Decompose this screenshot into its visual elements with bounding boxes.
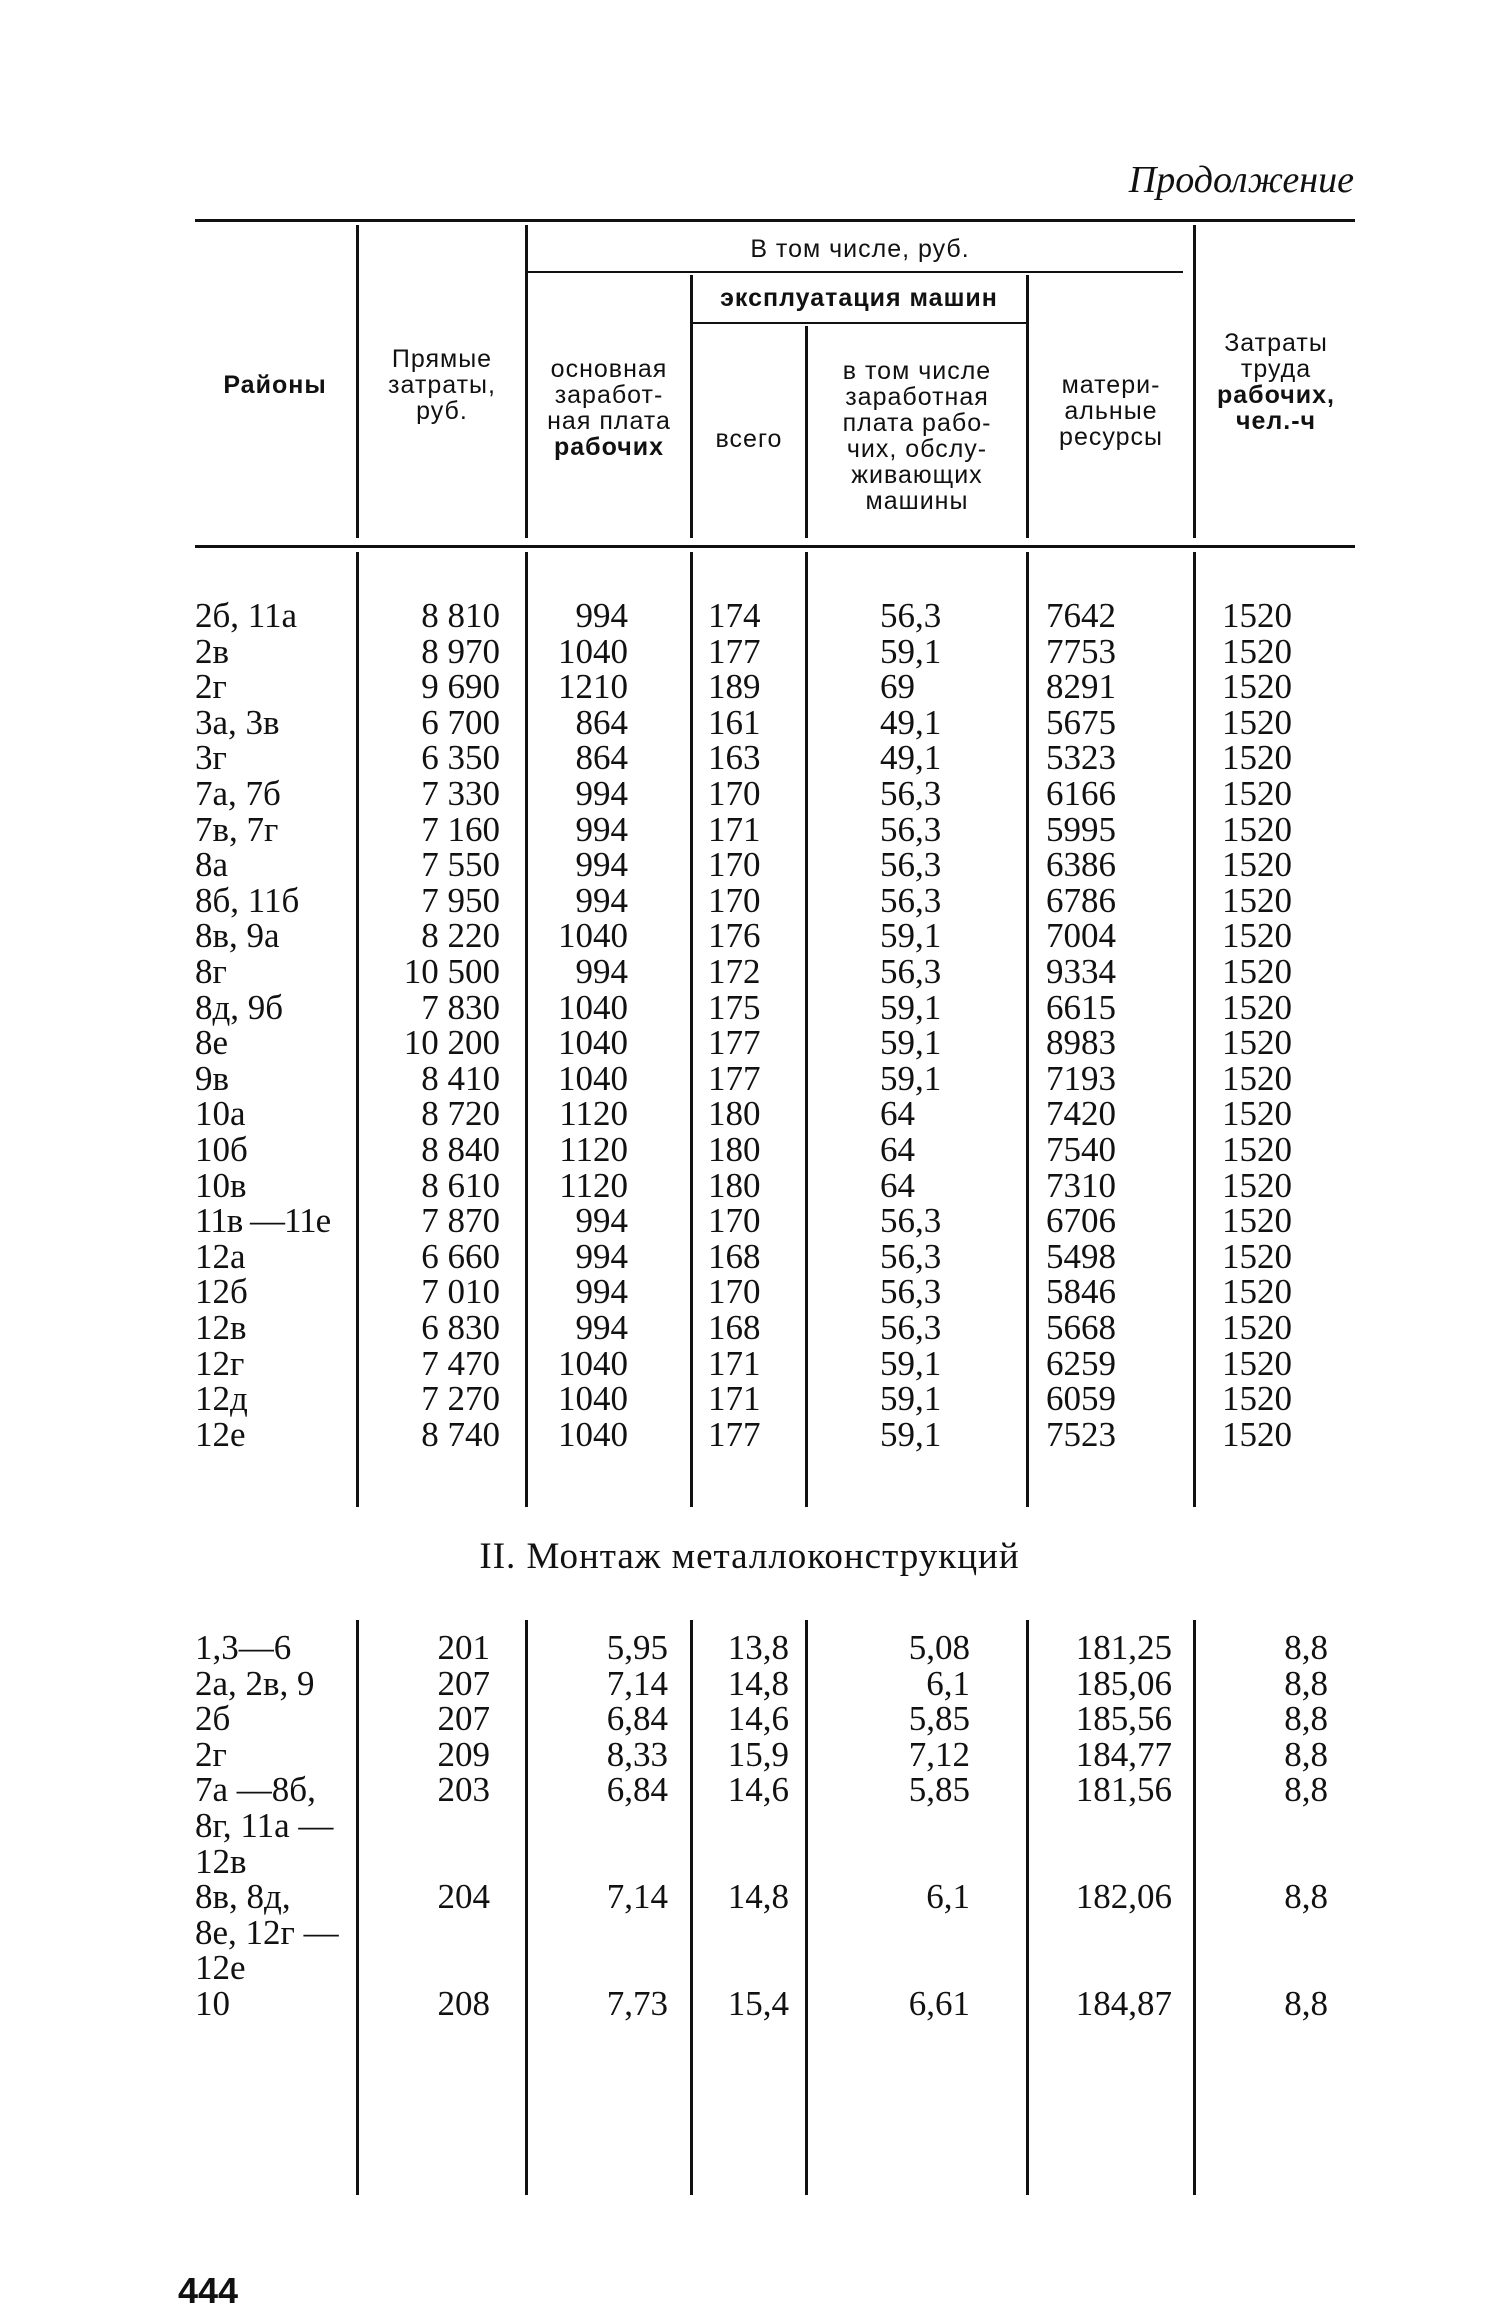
table-cell: 1040 <box>558 987 628 1027</box>
table-row <box>0 1986 1499 2022</box>
table-cell: 189 <box>708 667 761 707</box>
table-cell: 994 <box>575 809 628 849</box>
table-cell: 7420 <box>1046 1094 1116 1134</box>
table-cell: 1520 <box>1222 1201 1292 1241</box>
table-cell: 8,8 <box>1284 1663 1328 1703</box>
table-row <box>0 598 1499 634</box>
district-cell: 8е, 12г — <box>195 1912 339 1952</box>
table-cell: 12а <box>195 1236 246 1276</box>
header-line: заработная <box>845 383 989 411</box>
table-cell: 6,84 <box>606 1699 668 1739</box>
table-row <box>0 740 1499 776</box>
table-cell: 7 950 <box>421 880 500 920</box>
table-cell: 8г <box>195 952 227 991</box>
table-cell: 5,85 <box>908 1699 970 1739</box>
table-cell: 168 <box>708 1236 761 1276</box>
table-cell: 1040 <box>558 1023 628 1063</box>
table-cell: 8,33 <box>606 1734 668 1774</box>
table-row <box>0 1058 1499 1098</box>
table-row <box>0 1310 1499 1346</box>
table-row <box>0 1772 1499 1879</box>
table-row <box>0 918 1499 954</box>
table-cell: 171 <box>708 1379 761 1419</box>
table-cell: 8,8 <box>1284 1699 1328 1739</box>
header-line: чих, обслу- <box>846 435 988 463</box>
header-line: плата рабо- <box>842 409 992 437</box>
table-cell: 994 <box>575 952 628 991</box>
table-row <box>0 776 1499 812</box>
header-line: Прямые <box>391 345 493 373</box>
table-cell: 1520 <box>1222 1414 1292 1454</box>
table-cell: 3а, 3в <box>195 702 280 742</box>
table-cell: 1520 <box>1222 952 1292 991</box>
table-cell: 56,3 <box>880 1308 942 1347</box>
table-cell: 8 720 <box>421 1094 500 1134</box>
table-cell: 1040 <box>558 1379 628 1419</box>
table-cell: 2в <box>195 631 230 671</box>
table-cell: 7 870 <box>421 1201 500 1241</box>
machine-rule <box>692 322 1026 324</box>
header-divider <box>690 275 693 538</box>
table-cell: 177 <box>708 631 761 671</box>
table-cell: 59,1 <box>880 1343 942 1383</box>
table-cell: 6059 <box>1046 1379 1116 1419</box>
table-cell: 7 160 <box>421 809 500 849</box>
table-cell: 6 700 <box>421 702 500 742</box>
table-cell: 207 <box>437 1699 490 1739</box>
table-cell: 59,1 <box>880 1023 942 1063</box>
table-cell: 7642 <box>1046 596 1116 635</box>
table-cell: 1210 <box>558 667 628 707</box>
table-cell: 209 <box>437 1734 490 1774</box>
table-cell: 59,1 <box>880 631 942 671</box>
table-cell: 171 <box>708 1343 761 1383</box>
table-cell: 181,56 <box>1075 1770 1172 1810</box>
table-cell: 170 <box>708 1272 761 1312</box>
header-line: рабочих, <box>1217 381 1335 409</box>
table-cell: 1520 <box>1222 1058 1292 1098</box>
table-cell: 994 <box>575 845 628 885</box>
table-cell: 7523 <box>1046 1414 1116 1454</box>
table-cell: 59,1 <box>880 1058 942 1098</box>
table-cell: 7,12 <box>908 1734 970 1774</box>
table-cell: 185,56 <box>1075 1699 1172 1739</box>
table-cell: 1520 <box>1222 1308 1292 1347</box>
table-cell: 56,3 <box>880 596 942 635</box>
table-cell: 1520 <box>1222 702 1292 742</box>
table-cell: 1520 <box>1222 1272 1292 1312</box>
table-cell: 49,1 <box>880 738 942 778</box>
table-cell: 7 010 <box>421 1272 500 1312</box>
table-cell: 5675 <box>1046 702 1116 742</box>
header-line: затраты, <box>388 371 496 399</box>
table-cell: 12в <box>195 1308 247 1347</box>
table-cell: 6 660 <box>421 1236 500 1276</box>
table-cell: 13,8 <box>727 1628 789 1667</box>
district-cell: 12в <box>195 1841 247 1881</box>
header-bottom-rule <box>195 545 1355 548</box>
table-cell: 8 740 <box>421 1414 500 1454</box>
district-cell: 10 <box>195 1984 230 2023</box>
table-row <box>0 1165 1499 1205</box>
table-cell: 7004 <box>1046 916 1116 956</box>
table-cell: 175 <box>708 987 761 1027</box>
table-row <box>0 631 1499 671</box>
table-cell: 8 810 <box>421 596 500 635</box>
table-cell: 6 830 <box>421 1308 500 1347</box>
table-cell: 1520 <box>1222 987 1292 1027</box>
table-cell: 56,3 <box>880 809 942 849</box>
table-cell: 59,1 <box>880 1414 942 1454</box>
table-cell: 1520 <box>1222 667 1292 707</box>
table-cell: 8291 <box>1046 667 1116 707</box>
table-cell: 184,87 <box>1075 1984 1172 2023</box>
table-cell: 172 <box>708 952 761 991</box>
table-cell: 1040 <box>558 1414 628 1454</box>
table-cell: 6386 <box>1046 845 1116 885</box>
table-cell: 185,06 <box>1075 1663 1172 1703</box>
table-cell: 170 <box>708 774 761 813</box>
table-cell: 8 610 <box>421 1165 500 1205</box>
table-cell: 8,8 <box>1284 1877 1328 1917</box>
table-cell: 208 <box>437 1984 490 2023</box>
header-line: труда <box>1240 355 1312 383</box>
table-cell: 7193 <box>1046 1058 1116 1098</box>
district-cell: 1,3—6 <box>195 1628 292 1667</box>
table-cell: 6,1 <box>926 1663 970 1703</box>
table-cell: 181,25 <box>1075 1628 1172 1667</box>
table-cell: 10б <box>195 1130 248 1169</box>
header-line: ная плата <box>547 407 671 435</box>
table-cell: 204 <box>437 1877 490 1917</box>
table-cell: 7а, 7б <box>195 774 281 813</box>
table-cell: 14,8 <box>727 1663 789 1703</box>
table-cell: 1520 <box>1222 809 1292 849</box>
header-materials <box>1030 372 1192 450</box>
table-cell: 1520 <box>1222 1094 1292 1134</box>
table-cell: 5,85 <box>908 1770 970 1810</box>
district-cell: 12е <box>195 1948 246 1988</box>
table-cell: 203 <box>437 1770 490 1810</box>
header-line: живающих <box>851 461 983 489</box>
table-cell: 12г <box>195 1343 245 1383</box>
table-cell: 176 <box>708 916 761 956</box>
table-cell: 7310 <box>1046 1165 1116 1205</box>
table-row <box>0 1701 1499 1737</box>
table-row <box>0 1663 1499 1703</box>
district-cell: 8г, 11а — <box>195 1805 334 1845</box>
table-cell: 8 410 <box>421 1058 500 1098</box>
table-top-rule <box>195 219 1355 222</box>
table-cell: 11в —11е <box>195 1201 331 1241</box>
header-incl-wage <box>808 358 1026 514</box>
table-cell: 174 <box>708 596 761 635</box>
table-cell: 5498 <box>1046 1236 1116 1276</box>
table-cell: 1520 <box>1222 1236 1292 1276</box>
header-direct-costs <box>360 346 524 424</box>
table-cell: 12б <box>195 1272 248 1312</box>
table-cell: 5,95 <box>606 1628 668 1667</box>
table-cell: 64 <box>880 1165 915 1205</box>
table-cell: 1520 <box>1222 774 1292 813</box>
table-cell: 184,77 <box>1075 1734 1172 1774</box>
table-cell: 1040 <box>558 916 628 956</box>
table-cell: 7,73 <box>606 1984 668 2023</box>
table-cell: 1120 <box>559 1130 628 1169</box>
table-cell: 1520 <box>1222 596 1292 635</box>
table-cell: 180 <box>708 1094 761 1134</box>
table-cell: 864 <box>575 738 628 778</box>
table-cell: 8д, 9б <box>195 987 284 1027</box>
table-cell: 8а <box>195 845 229 885</box>
table-cell: 7 270 <box>421 1379 500 1419</box>
table-cell: 1520 <box>1222 1130 1292 1169</box>
table-row <box>0 1381 1499 1417</box>
header-line: машины <box>865 487 969 515</box>
table-cell: 3г <box>195 738 227 778</box>
table-cell: 7 550 <box>421 845 500 885</box>
table-row <box>0 1132 1499 1168</box>
table-cell: 59,1 <box>880 916 942 956</box>
header-basic-wage <box>528 356 690 460</box>
table-cell: 994 <box>575 880 628 920</box>
table-cell: 207 <box>437 1663 490 1703</box>
continuation-label: Продолжение <box>1128 159 1354 201</box>
table-cell: 180 <box>708 1165 761 1205</box>
table-cell: 994 <box>575 1236 628 1276</box>
table-cell: 56,3 <box>880 774 942 813</box>
table-cell: 6786 <box>1046 880 1116 920</box>
header-line: матери- <box>1061 371 1161 399</box>
table-cell: 7 330 <box>421 774 500 813</box>
header-line: чел.-ч <box>1235 407 1317 435</box>
table-cell: 1520 <box>1222 1343 1292 1383</box>
table-cell: 14,6 <box>727 1699 789 1739</box>
table-cell: 64 <box>880 1094 915 1134</box>
table-cell: 7,14 <box>606 1877 668 1917</box>
header-total: всего <box>715 425 783 453</box>
table-cell: 8983 <box>1046 1023 1116 1063</box>
district-cell: 7а —8б, <box>195 1770 316 1810</box>
table-cell: 14,6 <box>727 1770 789 1810</box>
table-cell: 1520 <box>1222 916 1292 956</box>
table-cell: 8 840 <box>421 1130 500 1169</box>
header-line: альные <box>1064 397 1158 425</box>
table-cell: 1520 <box>1222 845 1292 885</box>
table-cell: 8,8 <box>1284 1628 1328 1667</box>
table-cell: 7540 <box>1046 1130 1116 1169</box>
table-cell: 6166 <box>1046 774 1116 813</box>
table-cell: 182,06 <box>1075 1877 1172 1917</box>
table-cell: 5,08 <box>908 1628 970 1667</box>
table-cell: 12е <box>195 1414 246 1454</box>
table-cell: 56,3 <box>880 880 942 920</box>
table-row <box>0 1203 1499 1239</box>
table-cell: 6,1 <box>926 1877 970 1917</box>
table-cell: 2б, 11а <box>195 596 298 635</box>
district-cell: 2г <box>195 1734 227 1774</box>
table-row <box>0 669 1499 705</box>
table-cell: 59,1 <box>880 1379 942 1419</box>
header-line: в том числе <box>842 357 992 385</box>
table-cell: 8е <box>195 1023 229 1063</box>
table-cell: 180 <box>708 1130 761 1169</box>
table-cell: 56,3 <box>880 1201 942 1241</box>
table-row <box>0 1879 1499 1986</box>
table-cell: 864 <box>575 702 628 742</box>
table-cell: 14,8 <box>727 1877 789 1917</box>
table-cell: 8б, 11б <box>195 880 300 920</box>
table-cell: 177 <box>708 1414 761 1454</box>
including-rule <box>528 271 1183 273</box>
table-cell: 1520 <box>1222 1023 1292 1063</box>
table-row <box>0 809 1499 849</box>
table-cell: 7,14 <box>606 1663 668 1703</box>
table-cell: 1520 <box>1222 1379 1292 1419</box>
table-cell: 6259 <box>1046 1343 1116 1383</box>
table-row <box>0 1630 1499 1666</box>
table-cell: 1520 <box>1222 1165 1292 1205</box>
table-row <box>0 1025 1499 1061</box>
table-cell: 9334 <box>1046 952 1116 991</box>
table-cell: 7 470 <box>421 1343 500 1383</box>
table-cell: 170 <box>708 880 761 920</box>
district-cell: 2а, 2в, 9 <box>195 1663 315 1703</box>
table-row <box>0 954 1499 990</box>
table-cell: 8,8 <box>1284 1984 1328 2023</box>
table-cell: 1120 <box>559 1165 628 1205</box>
table-cell: 1120 <box>559 1094 628 1134</box>
header-divider <box>1026 275 1029 538</box>
table-cell: 994 <box>575 1272 628 1312</box>
table-row <box>0 987 1499 1027</box>
table-cell: 994 <box>575 1308 628 1347</box>
table-cell: 56,3 <box>880 845 942 885</box>
table-cell: 15,9 <box>727 1734 789 1774</box>
table-cell: 5846 <box>1046 1272 1116 1312</box>
table-cell: 1040 <box>558 1058 628 1098</box>
table-row <box>0 1734 1499 1774</box>
header-line: Затраты <box>1224 329 1328 357</box>
table-cell: 6 350 <box>421 738 500 778</box>
table-cell: 8,8 <box>1284 1770 1328 1810</box>
table-cell: 56,3 <box>880 1272 942 1312</box>
page-number: 444 <box>178 2270 239 2311</box>
table-row <box>0 1414 1499 1454</box>
table-cell: 163 <box>708 738 761 778</box>
table-cell: 56,3 <box>880 1236 942 1276</box>
table-cell: 56,3 <box>880 952 942 991</box>
table-cell: 177 <box>708 1058 761 1098</box>
header-machine-operation: эксплуатация машин <box>720 284 998 312</box>
table-row <box>0 1096 1499 1132</box>
table-cell: 5995 <box>1046 809 1116 849</box>
table-cell: 170 <box>708 845 761 885</box>
table-cell: 161 <box>708 702 761 742</box>
table-cell: 6,84 <box>606 1770 668 1810</box>
table-cell: 1520 <box>1222 738 1292 778</box>
table-cell: 201 <box>437 1628 490 1667</box>
table-cell: 69 <box>880 667 915 707</box>
table-cell: 49,1 <box>880 702 942 742</box>
table-cell: 59,1 <box>880 987 942 1027</box>
table-cell: 10 500 <box>403 952 500 991</box>
table-cell: 8 220 <box>421 916 500 956</box>
table-cell: 9в <box>195 1058 230 1098</box>
table-cell: 8,8 <box>1284 1734 1328 1774</box>
table-cell: 994 <box>575 1201 628 1241</box>
table-cell: 15,4 <box>727 1984 789 2023</box>
table-cell: 12д <box>195 1379 248 1419</box>
header-line: ресурсы <box>1059 423 1163 451</box>
table-row <box>0 1274 1499 1310</box>
table-cell: 7 830 <box>421 987 500 1027</box>
table-cell: 6706 <box>1046 1201 1116 1241</box>
table-row <box>0 702 1499 742</box>
header-line: руб. <box>416 397 468 425</box>
table-cell: 177 <box>708 1023 761 1063</box>
table-cell: 994 <box>575 596 628 635</box>
header-line: основная <box>550 355 668 383</box>
table-cell: 994 <box>575 774 628 813</box>
table-cell: 6615 <box>1046 987 1116 1027</box>
table-cell: 10в <box>195 1165 247 1205</box>
table-cell: 8в, 9а <box>195 916 280 956</box>
table-cell: 1040 <box>558 631 628 671</box>
table-cell: 1040 <box>558 1343 628 1383</box>
header-line: заработ- <box>554 381 664 409</box>
table-cell: 170 <box>708 1201 761 1241</box>
table-row <box>0 847 1499 883</box>
district-cell: 2б <box>195 1699 231 1739</box>
district-cell: 8в, 8д, <box>195 1877 291 1917</box>
table-cell: 5668 <box>1046 1308 1116 1347</box>
header-line: рабочих <box>553 433 665 461</box>
table-cell: 10а <box>195 1094 246 1134</box>
header-district: Районы <box>223 371 327 399</box>
table-cell: 7в, 7г <box>195 809 279 849</box>
table-row <box>0 1343 1499 1383</box>
table-cell: 5323 <box>1046 738 1116 778</box>
table-cell: 64 <box>880 1130 915 1169</box>
table-cell: 168 <box>708 1308 761 1347</box>
table-cell: 8 970 <box>421 631 500 671</box>
section-title: II. Монтаж металлоконструкций <box>479 1536 1020 1577</box>
table-row <box>0 880 1499 920</box>
table-cell: 171 <box>708 809 761 849</box>
table-cell: 6,61 <box>908 1984 970 2023</box>
header-including: В том числе, руб. <box>750 235 970 263</box>
table-cell: 9 690 <box>421 667 500 707</box>
table-cell: 10 200 <box>403 1023 500 1063</box>
table-cell: 2г <box>195 667 227 707</box>
header-labor <box>1196 330 1356 434</box>
table-cell: 1520 <box>1222 880 1292 920</box>
table-cell: 1520 <box>1222 631 1292 671</box>
table-cell: 7753 <box>1046 631 1116 671</box>
header-divider <box>356 225 359 538</box>
table-row <box>0 1236 1499 1276</box>
